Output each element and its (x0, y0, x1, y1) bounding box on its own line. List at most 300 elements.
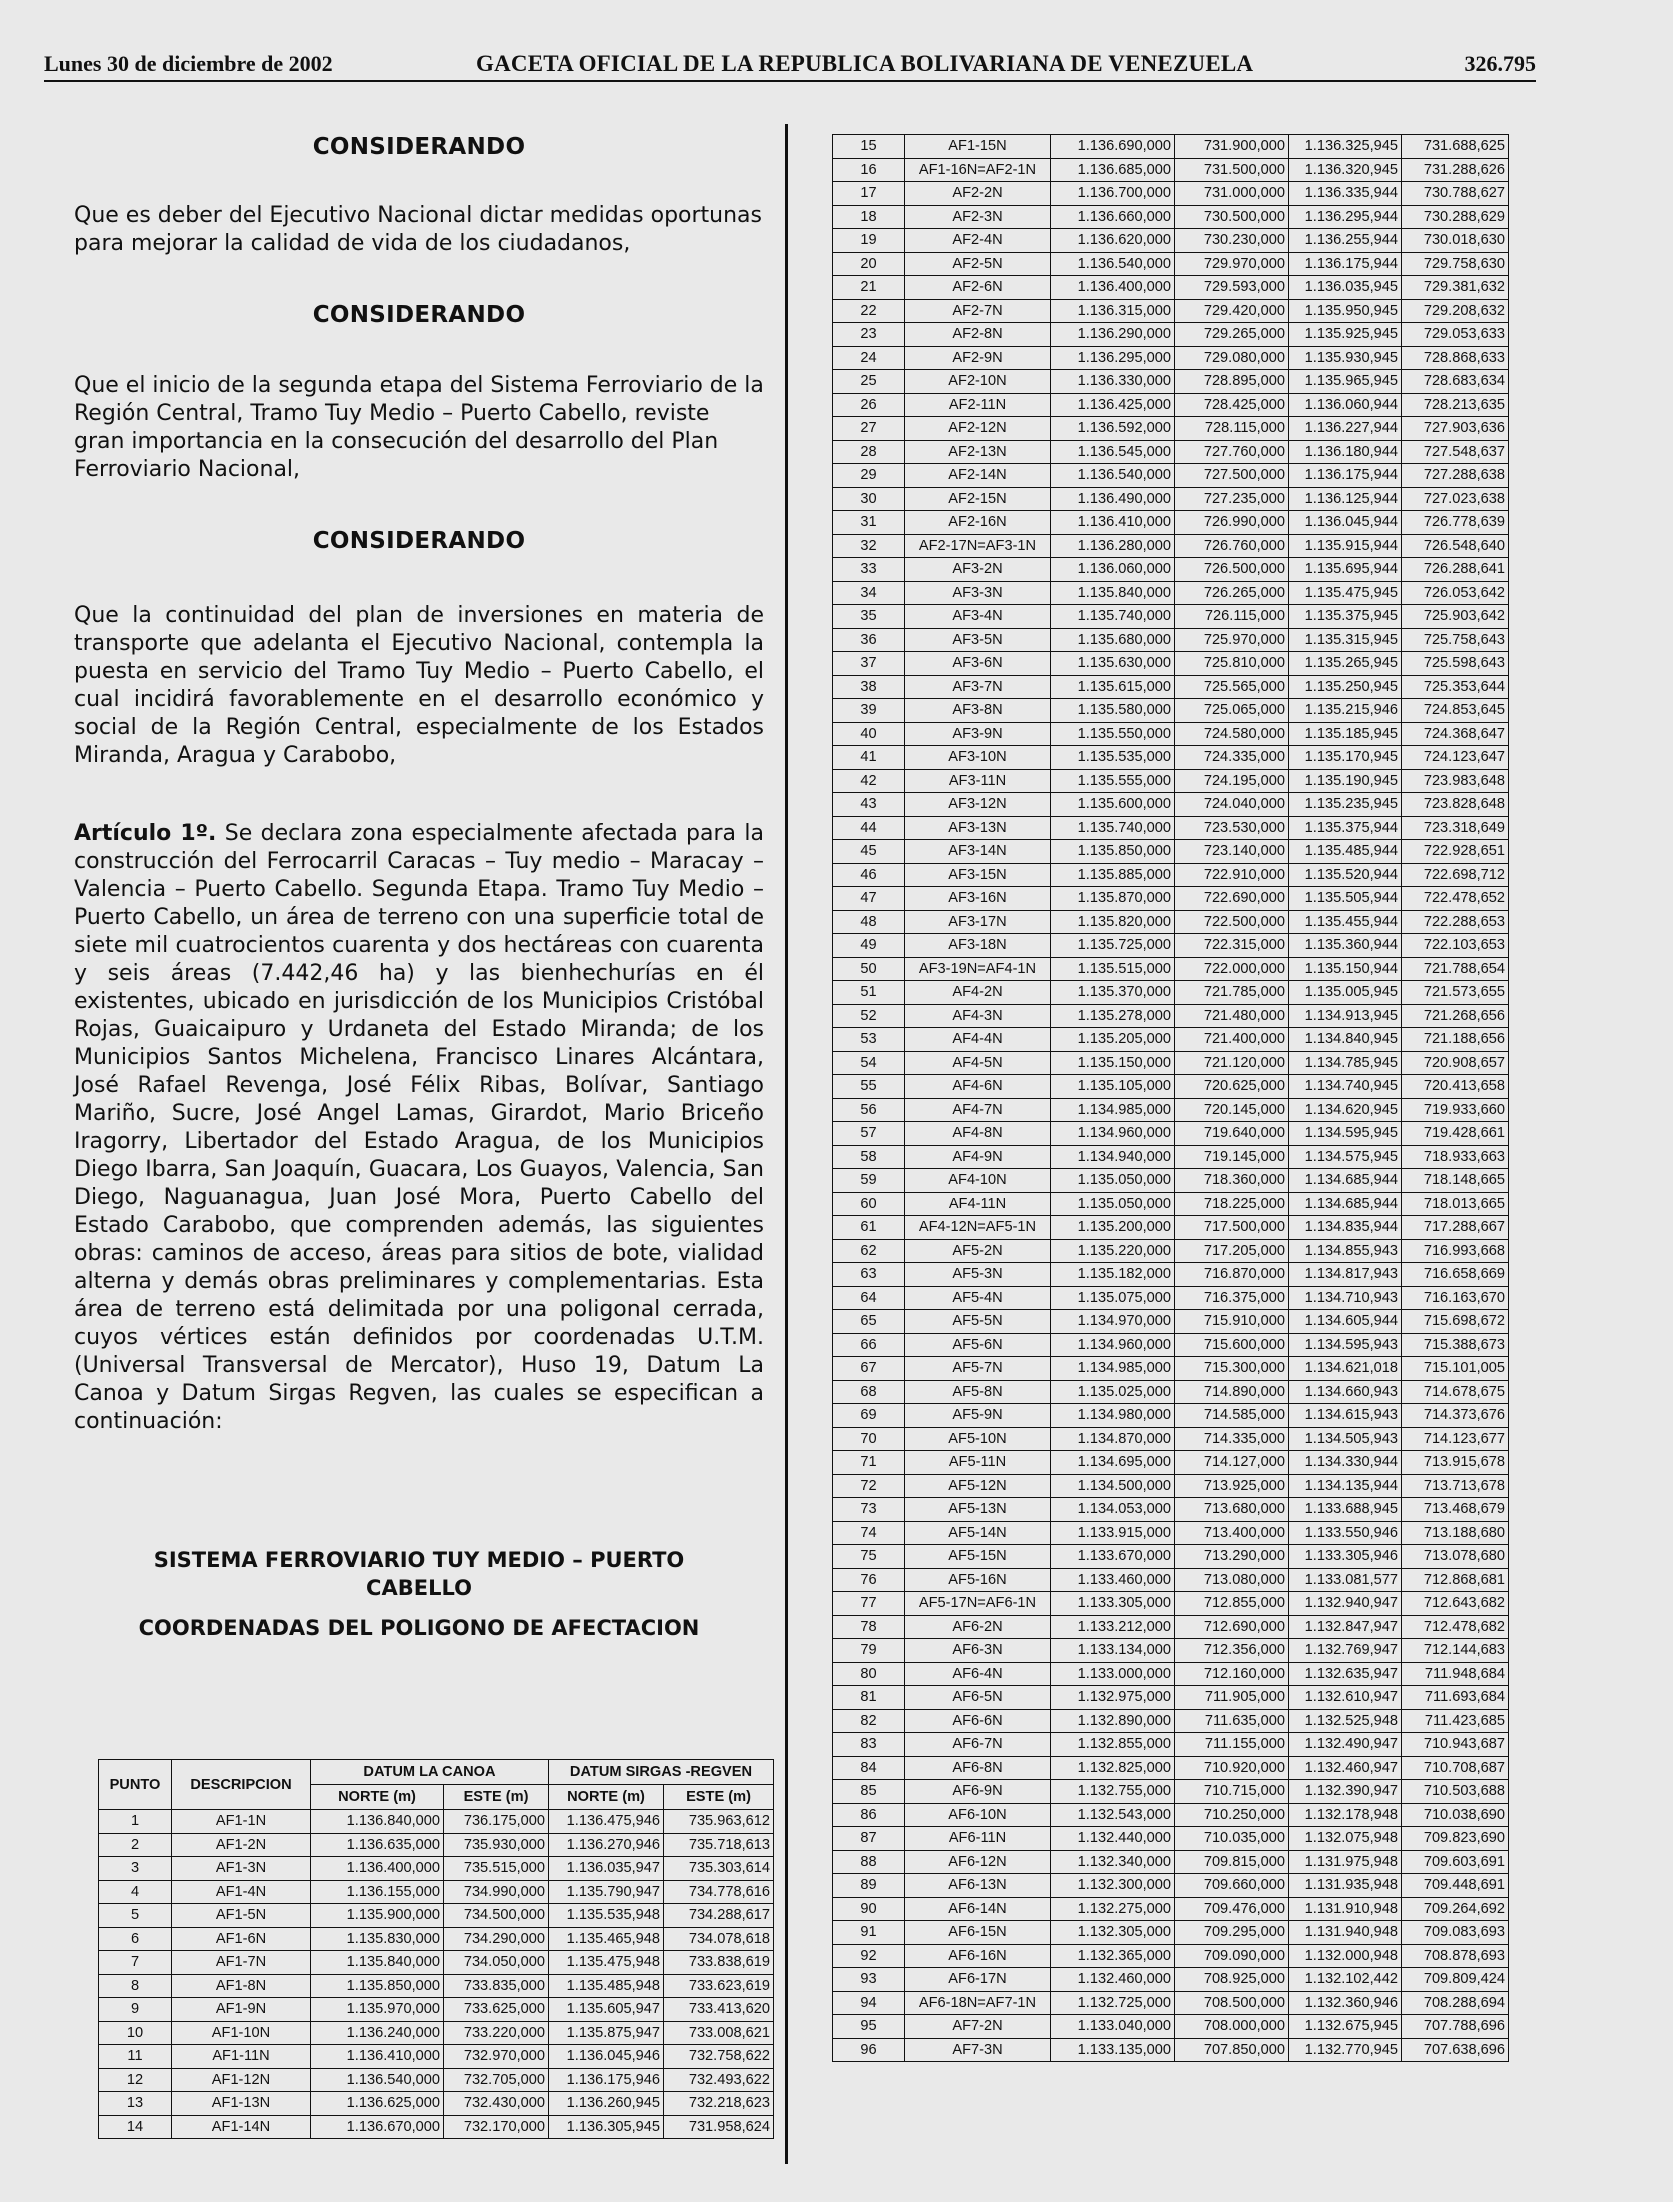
cell-norte-la-canoa: 1.134.500,000 (1051, 1474, 1175, 1498)
cell-descripcion: AF2-9N (905, 346, 1051, 370)
cell-norte-la-canoa: 1.134.970,000 (1051, 1310, 1175, 1334)
cell-punto: 9 (99, 1998, 172, 2022)
cell-descripcion: AF5-13N (905, 1498, 1051, 1522)
cell-este-la-canoa: 708.925,000 (1175, 1968, 1289, 1992)
cell-este-la-canoa: 734.990,000 (444, 1880, 549, 1904)
cell-este-sirgas: 721.188,656 (1402, 1028, 1509, 1052)
cell-este-sirgas: 729.208,632 (1402, 299, 1509, 323)
cell-norte-sirgas: 1.133.550,946 (1289, 1521, 1402, 1545)
cell-punto: 87 (833, 1827, 905, 1851)
cell-este-sirgas: 722.478,652 (1402, 887, 1509, 911)
cell-este-sirgas: 732.758,622 (664, 2045, 774, 2069)
cell-punto: 46 (833, 863, 905, 887)
cell-este-sirgas: 721.573,655 (1402, 981, 1509, 1005)
cell-este-sirgas: 720.908,657 (1402, 1051, 1509, 1075)
cell-norte-sirgas: 1.133.305,946 (1289, 1545, 1402, 1569)
cell-punto: 43 (833, 793, 905, 817)
cell-descripcion: AF3-17N (905, 910, 1051, 934)
cell-norte-sirgas: 1.134.620,945 (1289, 1098, 1402, 1122)
cell-este-sirgas: 709.603,691 (1402, 1850, 1509, 1874)
cell-este-la-canoa: 722.315,000 (1175, 934, 1289, 958)
cell-este-la-canoa: 710.920,000 (1175, 1756, 1289, 1780)
cell-norte-sirgas: 1.135.485,948 (549, 1974, 664, 1998)
cell-este-sirgas: 722.928,651 (1402, 840, 1509, 864)
cell-norte-sirgas: 1.135.965,945 (1289, 370, 1402, 394)
cell-este-sirgas: 726.778,639 (1402, 511, 1509, 535)
considerando-paragraph: Que la continuidad del plan de inversiones en materia de transporte que adelanta el Ejecutivo Nacional, contempla la puesta en servicio del Tramo Tuy Medio – Puerto Cabello, el cual incidirá favorablemente en el desarrollo económico y social de la Región Central, especialmente de los Estados Miranda, Aragua y Carabobo, (74, 603, 764, 768)
table-row (99, 2115, 774, 2139)
cell-descripcion: AF1-15N (905, 135, 1051, 159)
table-row (833, 323, 1509, 347)
cell-descripcion: AF2-15N (905, 487, 1051, 511)
cell-norte-sirgas: 1.134.685,944 (1289, 1192, 1402, 1216)
cell-norte-la-canoa: 1.135.050,000 (1051, 1192, 1175, 1216)
cell-este-la-canoa: 714.127,000 (1175, 1451, 1289, 1475)
table-row (833, 182, 1509, 206)
cell-este-sirgas: 732.493,622 (664, 2068, 774, 2092)
cell-este-sirgas: 728.868,633 (1402, 346, 1509, 370)
cell-norte-sirgas: 1.131.935,948 (1289, 1874, 1402, 1898)
cell-este-la-canoa: 708.000,000 (1175, 2015, 1289, 2039)
cell-norte-la-canoa: 1.135.220,000 (1051, 1239, 1175, 1263)
cell-este-la-canoa: 712.356,000 (1175, 1639, 1289, 1663)
cell-este-sirgas: 731.958,624 (664, 2115, 774, 2139)
cell-norte-sirgas: 1.136.175,944 (1289, 252, 1402, 276)
cell-este-sirgas: 725.598,643 (1402, 652, 1509, 676)
table-row (99, 2045, 774, 2069)
cell-norte-sirgas: 1.134.855,943 (1289, 1239, 1402, 1263)
cell-descripcion: AF5-3N (905, 1263, 1051, 1287)
cell-norte-sirgas: 1.135.150,944 (1289, 957, 1402, 981)
cell-descripcion: AF3-7N (905, 675, 1051, 699)
cell-descripcion: AF5-11N (905, 1451, 1051, 1475)
table-row (833, 1662, 1509, 1686)
cell-punto: 28 (833, 440, 905, 464)
cell-este-sirgas: 716.163,670 (1402, 1286, 1509, 1310)
cell-norte-la-canoa: 1.135.370,000 (1051, 981, 1175, 1005)
cell-este-sirgas: 733.623,619 (664, 1974, 774, 1998)
cell-norte-sirgas: 1.136.270,946 (549, 1833, 664, 1857)
cell-este-la-canoa: 732.970,000 (444, 2045, 549, 2069)
cell-norte-la-canoa: 1.136.330,000 (1051, 370, 1175, 394)
col-header-norte: NORTE (m) (311, 1785, 444, 1810)
cell-norte-la-canoa: 1.135.615,000 (1051, 675, 1175, 699)
cell-este-sirgas: 732.218,623 (664, 2092, 774, 2116)
cell-norte-la-canoa: 1.136.315,000 (1051, 299, 1175, 323)
table-row (833, 205, 1509, 229)
cell-este-sirgas: 707.788,696 (1402, 2015, 1509, 2039)
cell-norte-la-canoa: 1.132.275,000 (1051, 1897, 1175, 1921)
cell-norte-sirgas: 1.131.975,948 (1289, 1850, 1402, 1874)
cell-este-la-canoa: 709.476,000 (1175, 1897, 1289, 1921)
table-row (833, 1263, 1509, 1287)
cell-norte-sirgas: 1.135.535,948 (549, 1904, 664, 1928)
cell-punto: 80 (833, 1662, 905, 1686)
cell-norte-sirgas: 1.136.295,944 (1289, 205, 1402, 229)
cell-este-sirgas: 723.828,648 (1402, 793, 1509, 817)
table-row (833, 276, 1509, 300)
cell-norte-sirgas: 1.135.695,944 (1289, 558, 1402, 582)
table-row (833, 487, 1509, 511)
cell-este-la-canoa: 714.335,000 (1175, 1427, 1289, 1451)
cell-punto: 31 (833, 511, 905, 535)
cell-norte-sirgas: 1.134.660,943 (1289, 1380, 1402, 1404)
cell-norte-sirgas: 1.134.595,943 (1289, 1333, 1402, 1357)
table-row (99, 1833, 774, 1857)
cell-descripcion: AF1-16N=AF2-1N (905, 158, 1051, 182)
cell-punto: 59 (833, 1169, 905, 1193)
table-row (99, 1927, 774, 1951)
cell-este-sirgas: 730.018,630 (1402, 229, 1509, 253)
cell-punto: 36 (833, 628, 905, 652)
cell-norte-sirgas: 1.132.940,947 (1289, 1592, 1402, 1616)
cell-punto: 17 (833, 182, 905, 206)
cell-punto: 25 (833, 370, 905, 394)
cell-norte-la-canoa: 1.136.540,000 (311, 2068, 444, 2092)
cell-este-sirgas: 712.144,683 (1402, 1639, 1509, 1663)
cell-este-sirgas: 725.758,643 (1402, 628, 1509, 652)
cell-este-la-canoa: 721.785,000 (1175, 981, 1289, 1005)
cell-este-sirgas: 729.381,632 (1402, 276, 1509, 300)
table-row (833, 135, 1509, 159)
cell-norte-la-canoa: 1.136.425,000 (1051, 393, 1175, 417)
cell-descripcion: AF3-15N (905, 863, 1051, 887)
cell-este-la-canoa: 714.890,000 (1175, 1380, 1289, 1404)
table-row (833, 1521, 1509, 1545)
cell-norte-sirgas: 1.136.227,944 (1289, 417, 1402, 441)
cell-norte-sirgas: 1.136.180,944 (1289, 440, 1402, 464)
cell-este-la-canoa: 727.235,000 (1175, 487, 1289, 511)
table-row (833, 675, 1509, 699)
cell-norte-sirgas: 1.135.375,944 (1289, 816, 1402, 840)
cell-este-la-canoa: 719.640,000 (1175, 1122, 1289, 1146)
cell-descripcion: AF1-14N (172, 2115, 311, 2139)
table-row (99, 1810, 774, 1834)
cell-este-sirgas: 712.478,682 (1402, 1615, 1509, 1639)
cell-descripcion: AF5-8N (905, 1380, 1051, 1404)
cell-este-la-canoa: 724.335,000 (1175, 746, 1289, 770)
cell-este-la-canoa: 726.760,000 (1175, 534, 1289, 558)
cell-punto: 19 (833, 229, 905, 253)
cell-descripcion: AF3-12N (905, 793, 1051, 817)
cell-norte-la-canoa: 1.136.660,000 (1051, 205, 1175, 229)
table-row (833, 229, 1509, 253)
cell-descripcion: AF2-7N (905, 299, 1051, 323)
cell-punto: 40 (833, 722, 905, 746)
cell-punto: 42 (833, 769, 905, 793)
table-row (833, 1286, 1509, 1310)
cell-descripcion: AF3-14N (905, 840, 1051, 864)
cell-este-la-canoa: 727.500,000 (1175, 464, 1289, 488)
cell-este-sirgas: 712.643,682 (1402, 1592, 1509, 1616)
cell-este-sirgas: 710.503,688 (1402, 1780, 1509, 1804)
table-row (833, 1169, 1509, 1193)
cell-este-la-canoa: 728.895,000 (1175, 370, 1289, 394)
cell-norte-sirgas: 1.135.265,945 (1289, 652, 1402, 676)
cell-norte-la-canoa: 1.134.960,000 (1051, 1122, 1175, 1146)
col-header-norte: NORTE (m) (549, 1785, 664, 1810)
table-row (833, 746, 1509, 770)
table-row (99, 1974, 774, 1998)
cell-norte-sirgas: 1.135.250,945 (1289, 675, 1402, 699)
table-row (99, 1951, 774, 1975)
cell-norte-la-canoa: 1.135.850,000 (1051, 840, 1175, 864)
col-header-datum-sirgas: DATUM SIRGAS -REGVEN (549, 1760, 774, 1785)
cell-norte-sirgas: 1.136.125,944 (1289, 487, 1402, 511)
cell-este-sirgas: 718.148,665 (1402, 1169, 1509, 1193)
cell-norte-la-canoa: 1.132.365,000 (1051, 1944, 1175, 1968)
cell-descripcion: AF1-4N (172, 1880, 311, 1904)
col-header-este: ESTE (m) (664, 1785, 774, 1810)
cell-descripcion: AF6-11N (905, 1827, 1051, 1851)
cell-norte-la-canoa: 1.133.305,000 (1051, 1592, 1175, 1616)
cell-norte-la-canoa: 1.135.830,000 (311, 1927, 444, 1951)
cell-punto: 16 (833, 158, 905, 182)
cell-este-sirgas: 727.903,636 (1402, 417, 1509, 441)
cell-este-sirgas: 713.468,679 (1402, 1498, 1509, 1522)
cell-norte-sirgas: 1.132.178,948 (1289, 1803, 1402, 1827)
cell-este-sirgas: 726.053,642 (1402, 581, 1509, 605)
cell-punto: 44 (833, 816, 905, 840)
table-row (833, 605, 1509, 629)
cell-este-sirgas: 721.268,656 (1402, 1004, 1509, 1028)
cell-norte-sirgas: 1.135.190,945 (1289, 769, 1402, 793)
table-row (833, 1028, 1509, 1052)
cell-norte-sirgas: 1.134.135,944 (1289, 1474, 1402, 1498)
cell-descripcion: AF3-19N=AF4-1N (905, 957, 1051, 981)
cell-este-sirgas: 714.678,675 (1402, 1380, 1509, 1404)
cell-descripcion: AF3-3N (905, 581, 1051, 605)
cell-este-sirgas: 727.548,637 (1402, 440, 1509, 464)
cell-descripcion: AF4-10N (905, 1169, 1051, 1193)
cell-este-la-canoa: 710.715,000 (1175, 1780, 1289, 1804)
cell-este-sirgas: 715.101,005 (1402, 1357, 1509, 1381)
cell-este-la-canoa: 714.585,000 (1175, 1404, 1289, 1428)
cell-punto: 95 (833, 2015, 905, 2039)
cell-este-sirgas: 722.103,653 (1402, 934, 1509, 958)
table-row (833, 1991, 1509, 2015)
cell-punto: 83 (833, 1733, 905, 1757)
cell-este-la-canoa: 732.705,000 (444, 2068, 549, 2092)
cell-descripcion: AF6-5N (905, 1686, 1051, 1710)
cell-descripcion: AF3-5N (905, 628, 1051, 652)
table-row (833, 2038, 1509, 2062)
cell-descripcion: AF7-3N (905, 2038, 1051, 2062)
cell-este-la-canoa: 727.760,000 (1175, 440, 1289, 464)
cell-punto: 22 (833, 299, 905, 323)
cell-descripcion: AF4-2N (905, 981, 1051, 1005)
cell-punto: 68 (833, 1380, 905, 1404)
cell-punto: 11 (99, 2045, 172, 2069)
cell-este-la-canoa: 713.400,000 (1175, 1521, 1289, 1545)
cell-norte-la-canoa: 1.133.040,000 (1051, 2015, 1175, 2039)
cell-norte-sirgas: 1.135.950,945 (1289, 299, 1402, 323)
cell-punto: 50 (833, 957, 905, 981)
cell-norte-sirgas: 1.135.170,945 (1289, 746, 1402, 770)
cell-norte-sirgas: 1.134.505,943 (1289, 1427, 1402, 1451)
section-subtitle: COORDENADAS DEL POLIGONO DE AFECTACION (138, 1616, 700, 1640)
cell-este-la-canoa: 719.145,000 (1175, 1145, 1289, 1169)
cell-este-la-canoa: 724.040,000 (1175, 793, 1289, 817)
cell-punto: 5 (99, 1904, 172, 1928)
cell-norte-la-canoa: 1.133.000,000 (1051, 1662, 1175, 1686)
table-row (833, 699, 1509, 723)
cell-norte-la-canoa: 1.136.295,000 (1051, 346, 1175, 370)
cell-descripcion: AF4-3N (905, 1004, 1051, 1028)
cell-norte-sirgas: 1.135.875,947 (549, 2021, 664, 2045)
cell-norte-la-canoa: 1.136.592,000 (1051, 417, 1175, 441)
table-row (833, 1310, 1509, 1334)
considerando-paragraph: Que el inicio de la segunda etapa del Sistema Ferroviario de la Región Central, Tramo Tuy Medio – Puerto Cabello, reviste gran importancia en la consecución del desarrollo del Plan Ferroviario Nacional, (74, 373, 764, 482)
cell-norte-la-canoa: 1.134.695,000 (1051, 1451, 1175, 1475)
cell-este-sirgas: 711.948,684 (1402, 1662, 1509, 1686)
table-row (833, 863, 1509, 887)
cell-punto: 18 (833, 205, 905, 229)
cell-norte-sirgas: 1.132.490,947 (1289, 1733, 1402, 1757)
cell-descripcion: AF6-4N (905, 1662, 1051, 1686)
cell-este-la-canoa: 722.500,000 (1175, 910, 1289, 934)
cell-este-la-canoa: 718.360,000 (1175, 1169, 1289, 1193)
cell-descripcion: AF5-16N (905, 1568, 1051, 1592)
cell-este-sirgas: 709.264,692 (1402, 1897, 1509, 1921)
cell-norte-sirgas: 1.135.455,944 (1289, 910, 1402, 934)
cell-norte-sirgas: 1.136.475,946 (549, 1810, 664, 1834)
cell-este-la-canoa: 722.690,000 (1175, 887, 1289, 911)
cell-norte-la-canoa: 1.132.300,000 (1051, 1874, 1175, 1898)
cell-norte-la-canoa: 1.135.205,000 (1051, 1028, 1175, 1052)
cell-este-la-canoa: 725.970,000 (1175, 628, 1289, 652)
cell-este-la-canoa: 710.035,000 (1175, 1827, 1289, 1851)
cell-este-la-canoa: 720.625,000 (1175, 1075, 1289, 1099)
cell-descripcion: AF2-13N (905, 440, 1051, 464)
table-row (833, 981, 1509, 1005)
cell-norte-la-canoa: 1.133.135,000 (1051, 2038, 1175, 2062)
cell-este-la-canoa: 710.250,000 (1175, 1803, 1289, 1827)
cell-este-sirgas: 708.878,693 (1402, 1944, 1509, 1968)
table-row (99, 2021, 774, 2045)
cell-este-la-canoa: 709.815,000 (1175, 1850, 1289, 1874)
table-row (833, 1897, 1509, 1921)
cell-norte-la-canoa: 1.136.490,000 (1051, 487, 1175, 511)
cell-descripcion: AF6-14N (905, 1897, 1051, 1921)
table-row (833, 887, 1509, 911)
cell-este-la-canoa: 735.515,000 (444, 1857, 549, 1881)
cell-este-la-canoa: 729.420,000 (1175, 299, 1289, 323)
cell-este-la-canoa: 713.290,000 (1175, 1545, 1289, 1569)
cell-norte-la-canoa: 1.135.630,000 (1051, 652, 1175, 676)
cell-descripcion: AF5-10N (905, 1427, 1051, 1451)
cell-este-sirgas: 733.008,621 (664, 2021, 774, 2045)
cell-norte-sirgas: 1.136.035,945 (1289, 276, 1402, 300)
cell-este-sirgas: 710.038,690 (1402, 1803, 1509, 1827)
cell-este-sirgas: 719.428,661 (1402, 1122, 1509, 1146)
cell-norte-la-canoa: 1.132.440,000 (1051, 1827, 1175, 1851)
cell-punto: 34 (833, 581, 905, 605)
cell-punto: 75 (833, 1545, 905, 1569)
cell-punto: 12 (99, 2068, 172, 2092)
cell-descripcion: AF2-3N (905, 205, 1051, 229)
table-row (833, 346, 1509, 370)
cell-descripcion: AF5-2N (905, 1239, 1051, 1263)
cell-este-sirgas: 722.288,653 (1402, 910, 1509, 934)
cell-norte-la-canoa: 1.136.540,000 (1051, 464, 1175, 488)
cell-norte-la-canoa: 1.133.670,000 (1051, 1545, 1175, 1569)
cell-punto: 54 (833, 1051, 905, 1075)
cell-norte-la-canoa: 1.135.820,000 (1051, 910, 1175, 934)
cell-este-la-canoa: 731.500,000 (1175, 158, 1289, 182)
cell-este-la-canoa: 728.425,000 (1175, 393, 1289, 417)
cell-punto: 74 (833, 1521, 905, 1545)
cell-este-sirgas: 714.373,676 (1402, 1404, 1509, 1428)
cell-este-la-canoa: 711.155,000 (1175, 1733, 1289, 1757)
cell-norte-sirgas: 1.135.215,946 (1289, 699, 1402, 723)
considerando-paragraph: Que es deber del Ejecutivo Nacional dictar medidas oportunas para mejorar la calidad de vida de los ciudadanos, (74, 203, 763, 256)
cell-punto: 89 (833, 1874, 905, 1898)
cell-norte-la-canoa: 1.135.075,000 (1051, 1286, 1175, 1310)
cell-punto: 24 (833, 346, 905, 370)
table-row (833, 1051, 1509, 1075)
cell-norte-la-canoa: 1.135.050,000 (1051, 1169, 1175, 1193)
cell-punto: 52 (833, 1004, 905, 1028)
table-row (833, 1756, 1509, 1780)
cell-este-sirgas: 713.188,680 (1402, 1521, 1509, 1545)
cell-punto: 78 (833, 1615, 905, 1639)
table-row (833, 1098, 1509, 1122)
coordinates-table-right (832, 134, 1509, 2062)
table-row (833, 652, 1509, 676)
cell-punto: 45 (833, 840, 905, 864)
cell-descripcion: AF5-7N (905, 1357, 1051, 1381)
cell-punto: 84 (833, 1756, 905, 1780)
cell-punto: 56 (833, 1098, 905, 1122)
cell-norte-la-canoa: 1.135.278,000 (1051, 1004, 1175, 1028)
cell-norte-la-canoa: 1.132.725,000 (1051, 1991, 1175, 2015)
cell-descripcion: AF6-17N (905, 1968, 1051, 1992)
cell-norte-la-canoa: 1.135.840,000 (311, 1951, 444, 1975)
cell-este-la-canoa: 729.970,000 (1175, 252, 1289, 276)
table-row (833, 628, 1509, 652)
cell-punto: 20 (833, 252, 905, 276)
cell-este-la-canoa: 713.080,000 (1175, 1568, 1289, 1592)
cell-punto: 37 (833, 652, 905, 676)
cell-norte-la-canoa: 1.132.975,000 (1051, 1686, 1175, 1710)
cell-norte-sirgas: 1.135.790,947 (549, 1880, 664, 1904)
table-row (833, 1333, 1509, 1357)
cell-este-la-canoa: 722.000,000 (1175, 957, 1289, 981)
cell-norte-sirgas: 1.134.330,944 (1289, 1451, 1402, 1475)
cell-norte-la-canoa: 1.135.550,000 (1051, 722, 1175, 746)
cell-punto: 15 (833, 135, 905, 159)
table-row (833, 1639, 1509, 1663)
cell-norte-sirgas: 1.135.605,947 (549, 1998, 664, 2022)
cell-norte-la-canoa: 1.132.305,000 (1051, 1921, 1175, 1945)
cell-punto: 1 (99, 1810, 172, 1834)
cell-este-sirgas: 727.288,638 (1402, 464, 1509, 488)
cell-norte-la-canoa: 1.136.700,000 (1051, 182, 1175, 206)
cell-descripcion: AF5-17N=AF6-1N (905, 1592, 1051, 1616)
cell-descripcion: AF5-6N (905, 1333, 1051, 1357)
cell-norte-sirgas: 1.131.940,948 (1289, 1921, 1402, 1945)
cell-descripcion: AF4-12N=AF5-1N (905, 1216, 1051, 1240)
cell-descripcion: AF2-12N (905, 417, 1051, 441)
cell-este-sirgas: 713.915,678 (1402, 1451, 1509, 1475)
table-row (833, 1474, 1509, 1498)
cell-punto: 76 (833, 1568, 905, 1592)
cell-punto: 96 (833, 2038, 905, 2062)
cell-punto: 91 (833, 1921, 905, 1945)
cell-norte-la-canoa: 1.136.400,000 (1051, 276, 1175, 300)
table-row (833, 793, 1509, 817)
